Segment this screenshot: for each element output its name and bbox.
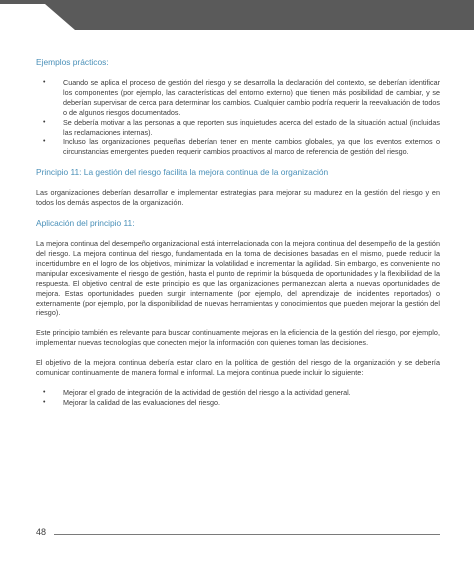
application-paragraph: La mejora continua del desempeño organizacional está interrelacionada con la mejora continua del desempeño de la gestión del riesgo. La mejora continua del riesgo, fundamentada en la toma de decisiones basadas en el mismo, puede reducir la incertidumbre en el logro de los objetivos, minimizar la volatilidad e incrementar la agilidad. Sin embargo, es conveniente no manipular excesivamente el riesgo de gestión, hasta el punto de reprimir la búsqueda de oportunidades y la flexibilidad de la respuesta. El objetivo central de este principio es que las organizaciones permanezcan alerta a nuevas oportunidades de mejora. Estas oportunidades pueden surgir internamente (por ejemplo, del aprendizaje de incidentes reportados) o externamente (por ejemplo, por la disponibilidad de nuevas herramientas y conocimientos que pueden mejorar la gestión del riesgo).	[36, 239, 440, 318]
footer-divider	[54, 534, 440, 535]
header-band	[0, 0, 474, 40]
page-content	[36, 57, 440, 408]
list-item-text: Cuando se aplica el proceso de gestión del riesgo y se desarrolla la declaración del contexto, se deberían identificar los componentes (por ejemplo, las características del entorno externo) que tienen más posibilidad de cambiar, y se deberían supervisar de cerca para determinar los cambios. Cualquier cambio podría requerir la reevaluación de todos o de algunos riesgos documentados.	[63, 78, 440, 117]
application-heading: Aplicación del principio 11:	[36, 218, 135, 229]
application-paragraph: El objetivo de la mejora continua debería estar claro en la política de gestión del riesgo de la organización y se debería comunicar continuamente de manera formal e informal. La mejora continua puede incluir lo siguiente:	[36, 358, 440, 378]
bullet-icon: •	[43, 138, 46, 146]
list-item-text: Se debería motivar a las personas a que reporten sus inquietudes acerca del estado de la situación actual (incluidas las reclamaciones internas).	[63, 117, 440, 137]
list-item	[36, 398, 440, 408]
principle-text: Las organizaciones deberían desarrollar e implementar estrategias para mejorar su madurez en la gestión del riesgo y en todos los demás aspectos de la organización.	[36, 188, 440, 208]
list-item-text: Mejorar el grado de integración de la actividad de gestión del riesgo a la actividad general.	[63, 387, 351, 397]
bullet-icon: •	[43, 118, 46, 126]
header-band-shape	[0, 0, 474, 30]
bullet-icon: •	[43, 79, 46, 86]
application-paragraph: Este principio también es relevante para buscar continuamente mejoras en la eficiencia de la gestión del riesgo, por ejemplo, implementar nuevas tecnologías que conecten mejor la información con quienes toman las decisiones.	[36, 328, 440, 348]
improvement-list	[36, 388, 440, 408]
list-item	[36, 388, 440, 398]
page-footer	[36, 527, 440, 541]
page-number: 48	[36, 527, 47, 537]
list-item	[36, 137, 440, 157]
bullet-icon: •	[43, 398, 46, 406]
list-item-text: Mejorar la calidad de las evaluaciones del riesgo.	[63, 397, 221, 407]
principle-heading: Principio 11: La gestión del riesgo facilita la mejora continua de la organización	[36, 167, 329, 178]
list-item-text: Incluso las organizaciones pequeñas deberían tener en mente cambios globales, ya que los eventos externos o circunstancias emergentes pueden requerir cambios proactivos al marco de referencia de gestión del riesgo.	[63, 137, 440, 157]
bullet-icon: •	[43, 388, 46, 396]
examples-list	[36, 78, 440, 157]
examples-heading: Ejemplos prácticos:	[36, 57, 109, 67]
list-item	[36, 78, 440, 118]
list-item	[36, 118, 440, 138]
